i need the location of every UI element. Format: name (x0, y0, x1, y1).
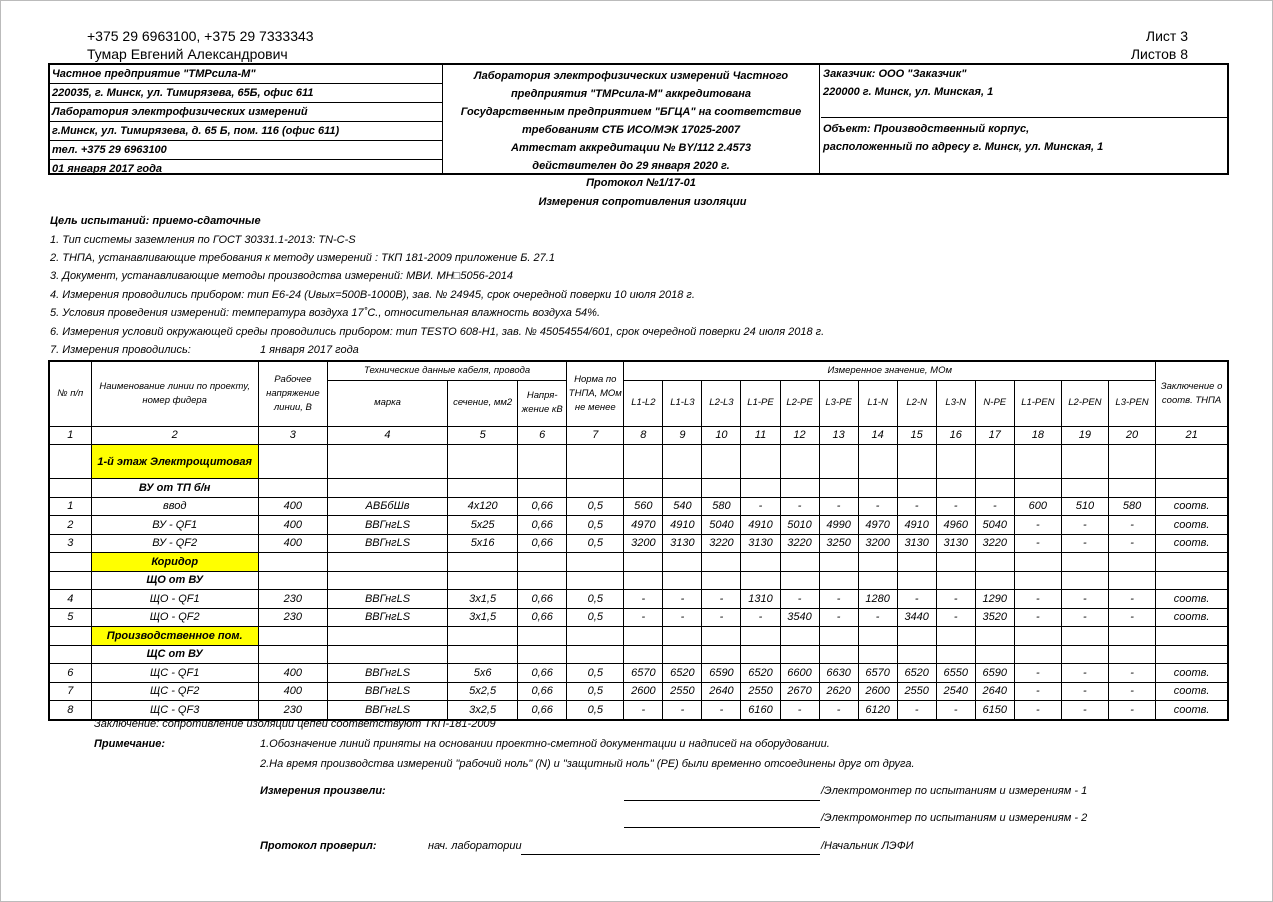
measured-value: - (663, 590, 702, 609)
norm-value: 0,5 (567, 497, 624, 516)
phones: +375 29 6963100, +375 29 7333343 (87, 28, 314, 44)
measured-value: 4910 (741, 516, 780, 535)
accreditation-line: Лаборатория электрофизических измерений Частного (473, 70, 789, 82)
table-row (49, 664, 1228, 683)
column-number: 9 (663, 426, 702, 445)
measured-value: - (741, 497, 780, 516)
conclusion-value: соотв. (1156, 664, 1228, 683)
signature-line (521, 854, 820, 855)
group-title: ЩС от ВУ (91, 645, 258, 664)
measured-value: - (858, 497, 897, 516)
role-3: /Начальник ЛЭФИ (821, 840, 914, 852)
cable-section: 5х25 (448, 516, 518, 535)
row-number: 7 (49, 682, 91, 701)
measured-value: 3250 (819, 534, 858, 553)
measured-value: - (819, 497, 858, 516)
row-number: 2 (49, 516, 91, 535)
measured-value: - (1108, 664, 1155, 683)
cable-section: 5х16 (448, 534, 518, 553)
conclusion-value: соотв. (1156, 701, 1228, 720)
table-row (49, 497, 1228, 516)
conclusion-value: соотв. (1156, 682, 1228, 701)
lab-name: Лаборатория электрофизических измерений (50, 103, 442, 122)
table-row (49, 534, 1228, 553)
group-3-rows (49, 664, 1228, 720)
cable-section: 3х1,5 (448, 590, 518, 609)
measured-value: 6570 (624, 664, 663, 683)
measured-value: - (780, 590, 819, 609)
measured-value: - (624, 701, 663, 720)
measured-value: - (702, 590, 741, 609)
measured-value: - (1108, 590, 1155, 609)
measured-value: - (936, 590, 975, 609)
header-voltage: Рабочее напряжение линии, В (258, 361, 327, 426)
header-block (48, 63, 1229, 175)
column-number: 14 (858, 426, 897, 445)
measured-value: 6150 (975, 701, 1014, 720)
norm-value: 0,5 (567, 516, 624, 535)
column-number: 13 (819, 426, 858, 445)
line-voltage: 230 (258, 608, 327, 627)
measured-value: 2600 (624, 682, 663, 701)
column-number: 1 (49, 426, 91, 445)
measured-value: - (819, 608, 858, 627)
column-number: 3 (258, 426, 327, 445)
header-phase: L2-PE (780, 380, 819, 426)
group-title: ЩО от ВУ (91, 571, 258, 590)
measured-value: - (1061, 608, 1108, 627)
org-phone: тел. +375 29 6963100 (50, 141, 442, 160)
measured-value: 3220 (702, 534, 741, 553)
measured-value: 4910 (897, 516, 936, 535)
protocol-title: Измерения сопротивления изоляции (538, 196, 747, 208)
header-phase: L1-L3 (663, 380, 702, 426)
column-number: 17 (975, 426, 1014, 445)
info-line-5: 5. Условия проведения измерений: температура воздуха 17˚С., относительная влажность воздуха 54%. (50, 307, 601, 319)
measured-value: - (819, 590, 858, 609)
column-number: 8 (624, 426, 663, 445)
measured-value: - (1061, 534, 1108, 553)
header-phase: L2-PEN (1061, 380, 1108, 426)
header-phase: L3-N (936, 380, 975, 426)
measured-value: 3220 (780, 534, 819, 553)
column-number: 7 (567, 426, 624, 445)
header-phase: L1-L2 (624, 380, 663, 426)
cable-brand: ВВГнгLS (327, 590, 447, 609)
header-measured: Измеренное значение, МОм (624, 361, 1156, 380)
column-numbers-row (49, 426, 1228, 445)
measured-value: 4960 (936, 516, 975, 535)
measured-value: 5040 (702, 516, 741, 535)
column-number: 16 (936, 426, 975, 445)
row-number: 4 (49, 590, 91, 609)
measured-value: 3220 (975, 534, 1014, 553)
norm-value: 0,5 (567, 701, 624, 720)
checker-position: нач. лаборатории (428, 840, 522, 852)
person-name: Тумар Евгений Александрович (87, 46, 288, 62)
measured-value: 6570 (858, 664, 897, 683)
line-voltage: 230 (258, 590, 327, 609)
measured-value: 580 (1108, 497, 1155, 516)
norm-value: 0,5 (567, 664, 624, 683)
org-date: 01 января 2017 года (52, 163, 163, 175)
header-phase: L1-N (858, 380, 897, 426)
line-name: ВУ - QF1 (91, 516, 258, 535)
measured-value: - (741, 608, 780, 627)
measured-value: 560 (624, 497, 663, 516)
row-number: 6 (49, 664, 91, 683)
measured-value: - (897, 497, 936, 516)
checked-by-label: Протокол проверил: (260, 840, 377, 852)
section-title: Коридор (91, 553, 258, 572)
column-number: 6 (518, 426, 567, 445)
cable-voltage: 0,66 (518, 534, 567, 553)
measured-value: 6160 (741, 701, 780, 720)
column-number: 19 (1061, 426, 1108, 445)
accreditation-line: Аттестат аккредитации № BY/112 2.4573 (511, 142, 751, 154)
measured-value: - (702, 701, 741, 720)
group-1-rows (49, 497, 1228, 553)
line-voltage: 400 (258, 534, 327, 553)
cable-voltage: 0,66 (518, 497, 567, 516)
cable-section: 5х6 (448, 664, 518, 683)
sheet-number: Лист 3 (1145, 28, 1188, 44)
measured-value: 6600 (780, 664, 819, 683)
measured-value: 6120 (858, 701, 897, 720)
measured-value: 3200 (858, 534, 897, 553)
measured-value: - (1108, 682, 1155, 701)
empty-cell (49, 445, 91, 479)
norm-value: 0,5 (567, 590, 624, 609)
test-goal: Цель испытаний: приемо-сдаточные (50, 215, 261, 227)
header-brand: марка (327, 380, 447, 426)
measured-value: - (663, 701, 702, 720)
measured-value: 1290 (975, 590, 1014, 609)
measured-value: 3130 (663, 534, 702, 553)
measured-value: - (936, 701, 975, 720)
conclusion-value: соотв. (1156, 590, 1228, 609)
line-name: ЩС - QF3 (91, 701, 258, 720)
cable-voltage: 0,66 (518, 682, 567, 701)
sheet-count: Листов 8 (1130, 46, 1188, 62)
cable-voltage: 0,66 (518, 608, 567, 627)
measured-value: 2550 (663, 682, 702, 701)
column-number: 11 (741, 426, 780, 445)
info-line-7-value: 1 января 2017 года (260, 344, 359, 356)
client-name: Заказчик: ООО "Заказчик" (823, 68, 967, 80)
column-number: 10 (702, 426, 741, 445)
accreditation-line: действителен до 29 января 2020 г. (532, 160, 730, 172)
row-number: 5 (49, 608, 91, 627)
line-name: ВУ - QF2 (91, 534, 258, 553)
measured-value: - (624, 608, 663, 627)
cable-voltage: 0,66 (518, 701, 567, 720)
measured-value: 6520 (741, 664, 780, 683)
header-num: № п/п (49, 361, 91, 426)
column-number: 21 (1156, 426, 1228, 445)
organization-info (50, 65, 443, 173)
measured-value: 2670 (780, 682, 819, 701)
cable-brand: ВВГнгLS (327, 701, 447, 720)
measured-value: 6630 (819, 664, 858, 683)
measured-value: - (1108, 608, 1155, 627)
table-row (49, 701, 1228, 720)
cable-section: 5х2,5 (448, 682, 518, 701)
header-section: сечение, мм2 (448, 380, 518, 426)
cable-brand: ВВГнгLS (327, 534, 447, 553)
client-info (821, 65, 1227, 173)
header-phase: L3-PE (819, 380, 858, 426)
note-1: 1.Обозначение линий приняты на основании проектно-сметной документации и надписей на оборудовании. (260, 738, 830, 750)
column-number: 20 (1108, 426, 1155, 445)
measured-by-label: Измерения произвели: (260, 785, 386, 797)
measured-value: - (624, 590, 663, 609)
measured-value: 6520 (663, 664, 702, 683)
table-row (49, 590, 1228, 609)
measured-value: 1310 (741, 590, 780, 609)
measured-value: 540 (663, 497, 702, 516)
header-phase: L1-PEN (1014, 380, 1061, 426)
measured-value: 1280 (858, 590, 897, 609)
role-2: /Электромонтер по испытаниям и измерениям - 2 (821, 812, 1088, 824)
measured-value: - (702, 608, 741, 627)
measured-value: 4970 (858, 516, 897, 535)
header-phase: L2-N (897, 380, 936, 426)
measured-value: - (858, 608, 897, 627)
info-line-7-label: 7. Измерения проводились: (50, 344, 191, 356)
measured-value: - (1108, 516, 1155, 535)
line-voltage: 230 (258, 701, 327, 720)
measured-value: 2640 (702, 682, 741, 701)
line-voltage: 400 (258, 682, 327, 701)
measured-value: 3200 (624, 534, 663, 553)
group-title: ВУ от ТП б/н (91, 479, 258, 498)
cable-voltage: 0,66 (518, 590, 567, 609)
section-title: 1-й этаж Электрощитовая (91, 445, 258, 479)
cable-brand: ВВГнгLS (327, 682, 447, 701)
column-number: 15 (897, 426, 936, 445)
measured-value: 6520 (897, 664, 936, 683)
info-line-2: 2. ТНПА, устанавливающие требования к методу измерений : ТКП 181-2009 приложение Б. 27.1 (50, 252, 555, 264)
section-row (49, 445, 1228, 479)
measured-value: - (780, 701, 819, 720)
measured-value: 3520 (975, 608, 1014, 627)
measured-value: - (1061, 682, 1108, 701)
conclusion-value: соотв. (1156, 608, 1228, 627)
table-row (49, 682, 1228, 701)
measured-value: - (1014, 682, 1061, 701)
cable-brand: ВВГнгLS (327, 664, 447, 683)
column-number: 4 (327, 426, 447, 445)
column-number: 18 (1014, 426, 1061, 445)
line-name: ЩС - QF2 (91, 682, 258, 701)
header-line-name: Наименование линии по проекту, номер фидера (91, 361, 258, 426)
measured-value: - (975, 497, 1014, 516)
measured-value: 3540 (780, 608, 819, 627)
group-row (49, 645, 1228, 664)
norm-value: 0,5 (567, 682, 624, 701)
conclusion-value: соотв. (1156, 497, 1228, 516)
measured-value: - (1108, 701, 1155, 720)
line-name: ЩС - QF1 (91, 664, 258, 683)
measured-value: 3130 (741, 534, 780, 553)
line-name: ЩО - QF1 (91, 590, 258, 609)
measured-value: 6590 (975, 664, 1014, 683)
accreditation-line: предприятия "ТМРсила-М" аккредитована (510, 88, 752, 100)
group-2-rows (49, 590, 1228, 627)
column-number: 12 (780, 426, 819, 445)
accreditation-line: Государственным предприятием "БГЦА" на соответствие (460, 106, 802, 118)
measured-value: 3130 (897, 534, 936, 553)
cable-section: 3х2,5 (448, 701, 518, 720)
cable-brand: ВВГнгLS (327, 608, 447, 627)
measured-value: 580 (702, 497, 741, 516)
measured-value: 3130 (936, 534, 975, 553)
measured-value: 6550 (936, 664, 975, 683)
measured-value: - (1014, 590, 1061, 609)
header-norm: Норма по ТНПА, МОм не менее (567, 361, 624, 426)
measured-value: 6590 (702, 664, 741, 683)
object-name: Объект: Производственный корпус, (823, 123, 1030, 135)
info-line-6: 6. Измерения условий окружающей среды проводились прибором: тип TESTO 608-H1, зав. № 45054554/601, срок очередной поверки 24 июля 2018 г. (50, 326, 825, 338)
section-row (49, 553, 1228, 572)
cable-voltage: 0,66 (518, 516, 567, 535)
measured-value: 4970 (624, 516, 663, 535)
header-phase: L1-PE (741, 380, 780, 426)
header-cable-data: Технические данные кабеля, провода (327, 361, 566, 380)
section-row (49, 627, 1228, 646)
measured-value: - (936, 608, 975, 627)
measured-value: 600 (1014, 497, 1061, 516)
measured-value: - (780, 497, 819, 516)
column-number: 5 (448, 426, 518, 445)
measured-value: - (1061, 664, 1108, 683)
cable-voltage: 0,66 (518, 664, 567, 683)
header-phase: L2-L3 (702, 380, 741, 426)
cable-brand: ВВГнгLS (327, 516, 447, 535)
measured-value: 2550 (741, 682, 780, 701)
measured-value: - (1014, 664, 1061, 683)
signature-line (624, 827, 820, 828)
line-voltage: 400 (258, 516, 327, 535)
client-address: 220000 г. Минск, ул. Минская, 1 (823, 86, 994, 98)
conclusion-value: соотв. (1156, 534, 1228, 553)
group-row (49, 479, 1228, 498)
org-address: 220035, г. Минск, ул. Тимирязева, 65Б, офис 611 (50, 84, 442, 103)
measured-value: - (897, 590, 936, 609)
conclusion-text: Заключение: сопротивление изоляции цепей соответствуют ТКП-181-2009 (94, 718, 496, 730)
measured-value: - (936, 497, 975, 516)
measured-value: 2550 (897, 682, 936, 701)
measurements-table (48, 360, 1229, 721)
signature-line (624, 800, 820, 801)
measured-value: - (663, 608, 702, 627)
measured-value: - (819, 701, 858, 720)
conclusion-value: соотв. (1156, 516, 1228, 535)
measured-value: 2640 (975, 682, 1014, 701)
cable-section: 4х120 (448, 497, 518, 516)
cable-brand: АВБбШв (327, 497, 447, 516)
header-conclusion: Заключение о соотв. ТНПА (1156, 361, 1228, 426)
row-number: 8 (49, 701, 91, 720)
measured-value: - (1061, 516, 1108, 535)
measured-value: - (1014, 516, 1061, 535)
info-line-4: 4. Измерения проводились прибором: тип Е6-24 (Uвых=500В-1000В), зав. № 24945, срок очередной поверки 10 июля 2018 г. (50, 289, 695, 301)
measured-value: 510 (1061, 497, 1108, 516)
note-label: Примечание: (94, 738, 166, 750)
group-row (49, 571, 1228, 590)
measured-value: 5010 (780, 516, 819, 535)
measured-value: - (1014, 701, 1061, 720)
norm-value: 0,5 (567, 608, 624, 627)
measured-value: - (1014, 534, 1061, 553)
accreditation-info (443, 65, 820, 173)
measured-value: 5040 (975, 516, 1014, 535)
column-number: 2 (91, 426, 258, 445)
section-title: Производственное пом. (91, 627, 258, 646)
measured-value: 4990 (819, 516, 858, 535)
measured-value: - (1108, 534, 1155, 553)
measured-value: - (897, 701, 936, 720)
measured-value: 3440 (897, 608, 936, 627)
line-name: ввод (91, 497, 258, 516)
row-number: 3 (49, 534, 91, 553)
info-line-1: 1. Тип системы заземления по ГОСТ 30331.1-2013: TN-C-S (50, 234, 356, 246)
header-cable-voltage: Напря-жение кВ (518, 380, 567, 426)
cable-section: 3х1,5 (448, 608, 518, 627)
measured-value: - (1014, 608, 1061, 627)
role-1: /Электромонтер по испытаниям и измерениям - 1 (821, 785, 1088, 797)
table-row (49, 608, 1228, 627)
table-row (49, 516, 1228, 535)
line-name: ЩО - QF2 (91, 608, 258, 627)
org-name: Частное предприятие "ТМРсила-М" (50, 65, 442, 84)
header-phase: N-PE (975, 380, 1014, 426)
object-address: расположенный по адресу г. Минск, ул. Минская, 1 (823, 141, 1104, 153)
norm-value: 0,5 (567, 534, 624, 553)
measured-value: - (1061, 590, 1108, 609)
line-voltage: 400 (258, 664, 327, 683)
lab-address: г.Минск, ул. Тимирязева, д. 65 Б, пом. 116 (офис 611) (50, 122, 442, 141)
accreditation-line: требованиям СТБ ИСО/МЭК 17025-2007 (521, 124, 741, 136)
measured-value: 4910 (663, 516, 702, 535)
row-number: 1 (49, 497, 91, 516)
info-line-3: 3. Документ, устанавливающие методы производства измерений: МВИ. МН□5056-2014 (50, 270, 513, 282)
line-voltage: 400 (258, 497, 327, 516)
measured-value: - (1061, 701, 1108, 720)
header-phase: L3-PEN (1108, 380, 1155, 426)
measured-value: 2600 (858, 682, 897, 701)
measured-value: 2620 (819, 682, 858, 701)
protocol-number: Протокол №1/17-01 (586, 177, 696, 189)
measured-value: 2540 (936, 682, 975, 701)
note-2: 2.На время производства измерений "рабочий ноль" (N) и "защитный ноль" (PE) были временно отсоединены друг от друга. (260, 758, 915, 770)
